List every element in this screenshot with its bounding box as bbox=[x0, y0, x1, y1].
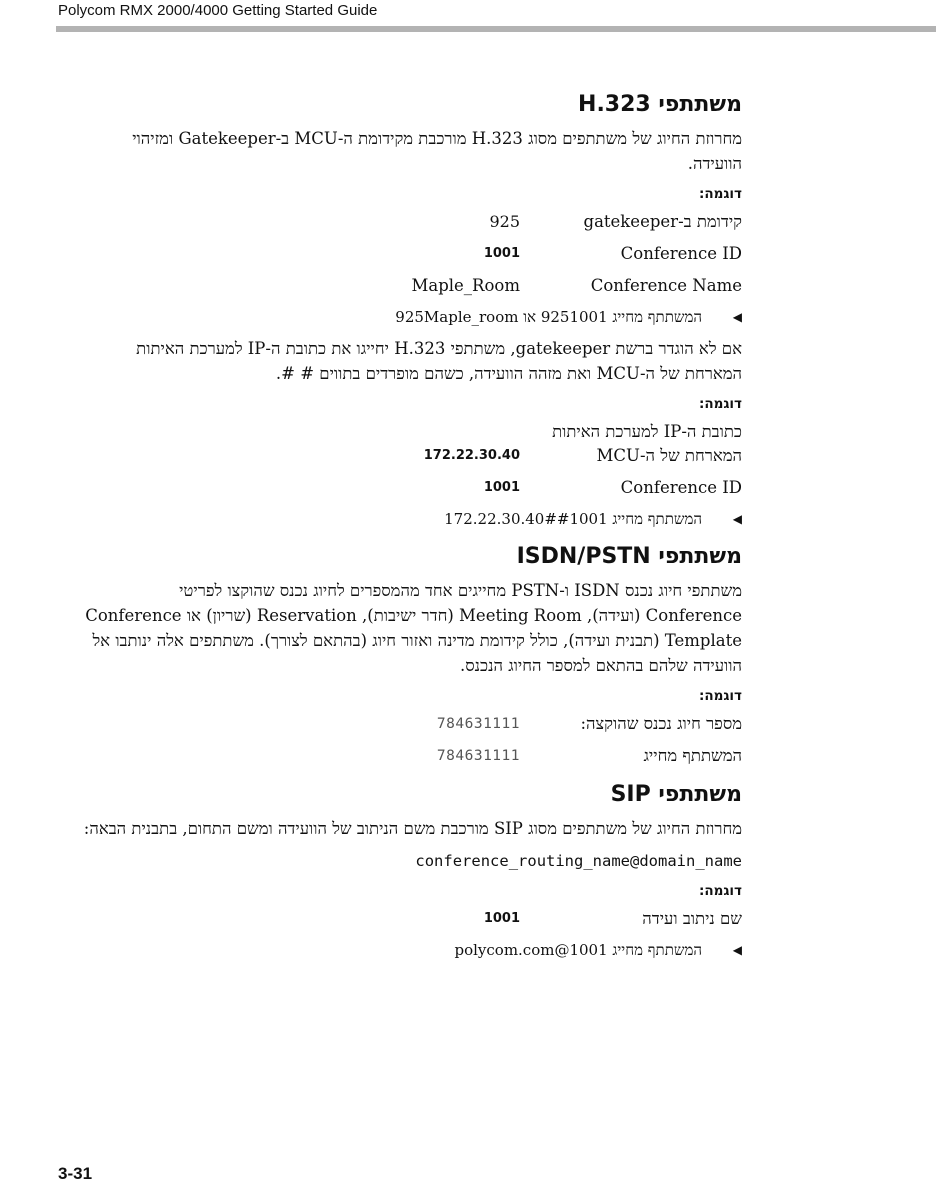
isdn-example-row bbox=[80, 712, 742, 736]
row-value: 1001 bbox=[483, 911, 520, 926]
triangle-left-icon: ◀ bbox=[732, 512, 742, 526]
heading-sip: משתתפי SIP bbox=[610, 782, 742, 807]
h323-ip-row bbox=[80, 476, 742, 500]
page-number: 3-31 bbox=[58, 1164, 93, 1183]
h323-example-label: דוגמה: bbox=[698, 186, 742, 202]
h323-ip-row bbox=[80, 420, 742, 468]
sip-paragraph: מחרוזת החיוג של משתתפים מסוג SIP מורכבת משם הניתוב של הוועידה ומשם התחום, בתבנית הבאה: bbox=[83, 819, 742, 838]
h323-example-row bbox=[80, 242, 742, 266]
sip-example-label: דוגמה: bbox=[698, 883, 742, 899]
heading-h323: משתתפי H.323 bbox=[578, 92, 742, 117]
row-label: Conference ID bbox=[620, 244, 742, 263]
isdn-paragraph: משתתפי חיוג נכנס ISDN ו-PSTN מחייגים אחד מהמספרים לחיוג נכנס שהוקצו לפריטי Conference (ועידה), Meeting Room (חדר ישיבות), Reservation (שריון) או Conference Template (תבנית ועידה), כולל קידומת מדינה ואזור חיוג (בהתאם לצורך). משתתפים אלה ינותבו אל הוועידה שלהם בהתאם למספר החיוג הנכנס. bbox=[85, 581, 742, 675]
triangle-left-icon: ◀ bbox=[732, 943, 742, 957]
row-value: 784631111 bbox=[436, 748, 520, 764]
sip-dial-bullet bbox=[80, 939, 742, 961]
section-isdn-pstn bbox=[80, 542, 742, 768]
row-value: 1001 bbox=[483, 246, 520, 261]
header-rule bbox=[56, 26, 936, 32]
page-content bbox=[80, 90, 742, 973]
row-value: 784631111 bbox=[436, 716, 520, 732]
row-value: 1001 bbox=[483, 480, 520, 495]
running-header-title: Polycom RMX 2000/4000 Getting Started Guide bbox=[58, 2, 378, 19]
triangle-left-icon: ◀ bbox=[732, 310, 742, 324]
h323-ip-dial-bullet bbox=[80, 508, 742, 530]
row-label: מספר חיוג נכנס שהוקצה: bbox=[580, 714, 742, 733]
bullet-text: המשתתף מחייג 172.22.30.40##1001 bbox=[444, 510, 702, 528]
row-label: קידומת ב-gatekeeper bbox=[583, 212, 742, 231]
isdn-example-row bbox=[80, 744, 742, 768]
isdn-example-label: דוגמה: bbox=[698, 688, 742, 704]
row-label: שם ניתוב ועידה bbox=[642, 909, 742, 928]
h323-no-gatekeeper-paragraph: אם לא הוגדר ברשת gatekeeper, משתתפי H.323 יחייגו את כתובת ה-IP למערכת האיתות המארחת של ה-MCU ואת מזהה הוועידה, כשהם מופרדים בתווים # #. bbox=[136, 339, 742, 383]
row-label: כתובת ה-IP למערכת האיתות המארחת של ה-MCU bbox=[552, 422, 742, 465]
sip-example-row bbox=[80, 907, 742, 931]
row-value: 172.22.30.40 bbox=[423, 448, 520, 463]
bullet-text: המשתתף מחייג 1001@polycom.com bbox=[454, 941, 702, 959]
h323-intro-paragraph: מחרוזת החיוג של משתתפים מסוג H.323 מורכבת מקידומת ה-MCU ב-Gatekeeper ומזיהוי הוועידה. bbox=[132, 129, 742, 173]
row-label: Conference Name bbox=[590, 276, 742, 295]
section-h323 bbox=[80, 90, 742, 530]
sip-dial-format: conference_routing_name@domain_name bbox=[415, 852, 742, 870]
h323-example-row bbox=[80, 210, 742, 234]
row-label: המשתתף מחייג bbox=[643, 746, 742, 765]
h323-example-row bbox=[80, 274, 742, 298]
row-value: 925 bbox=[489, 212, 520, 231]
h323-example-label-2: דוגמה: bbox=[698, 396, 742, 412]
bullet-text: המשתתף מחייג 9251001 או 925Maple_room bbox=[395, 308, 702, 326]
heading-isdn-pstn: משתתפי ISDN/PSTN bbox=[516, 544, 742, 569]
h323-dial-bullet bbox=[80, 306, 742, 328]
row-label: Conference ID bbox=[620, 478, 742, 497]
section-sip bbox=[80, 780, 742, 961]
row-value: Maple_Room bbox=[411, 276, 520, 295]
